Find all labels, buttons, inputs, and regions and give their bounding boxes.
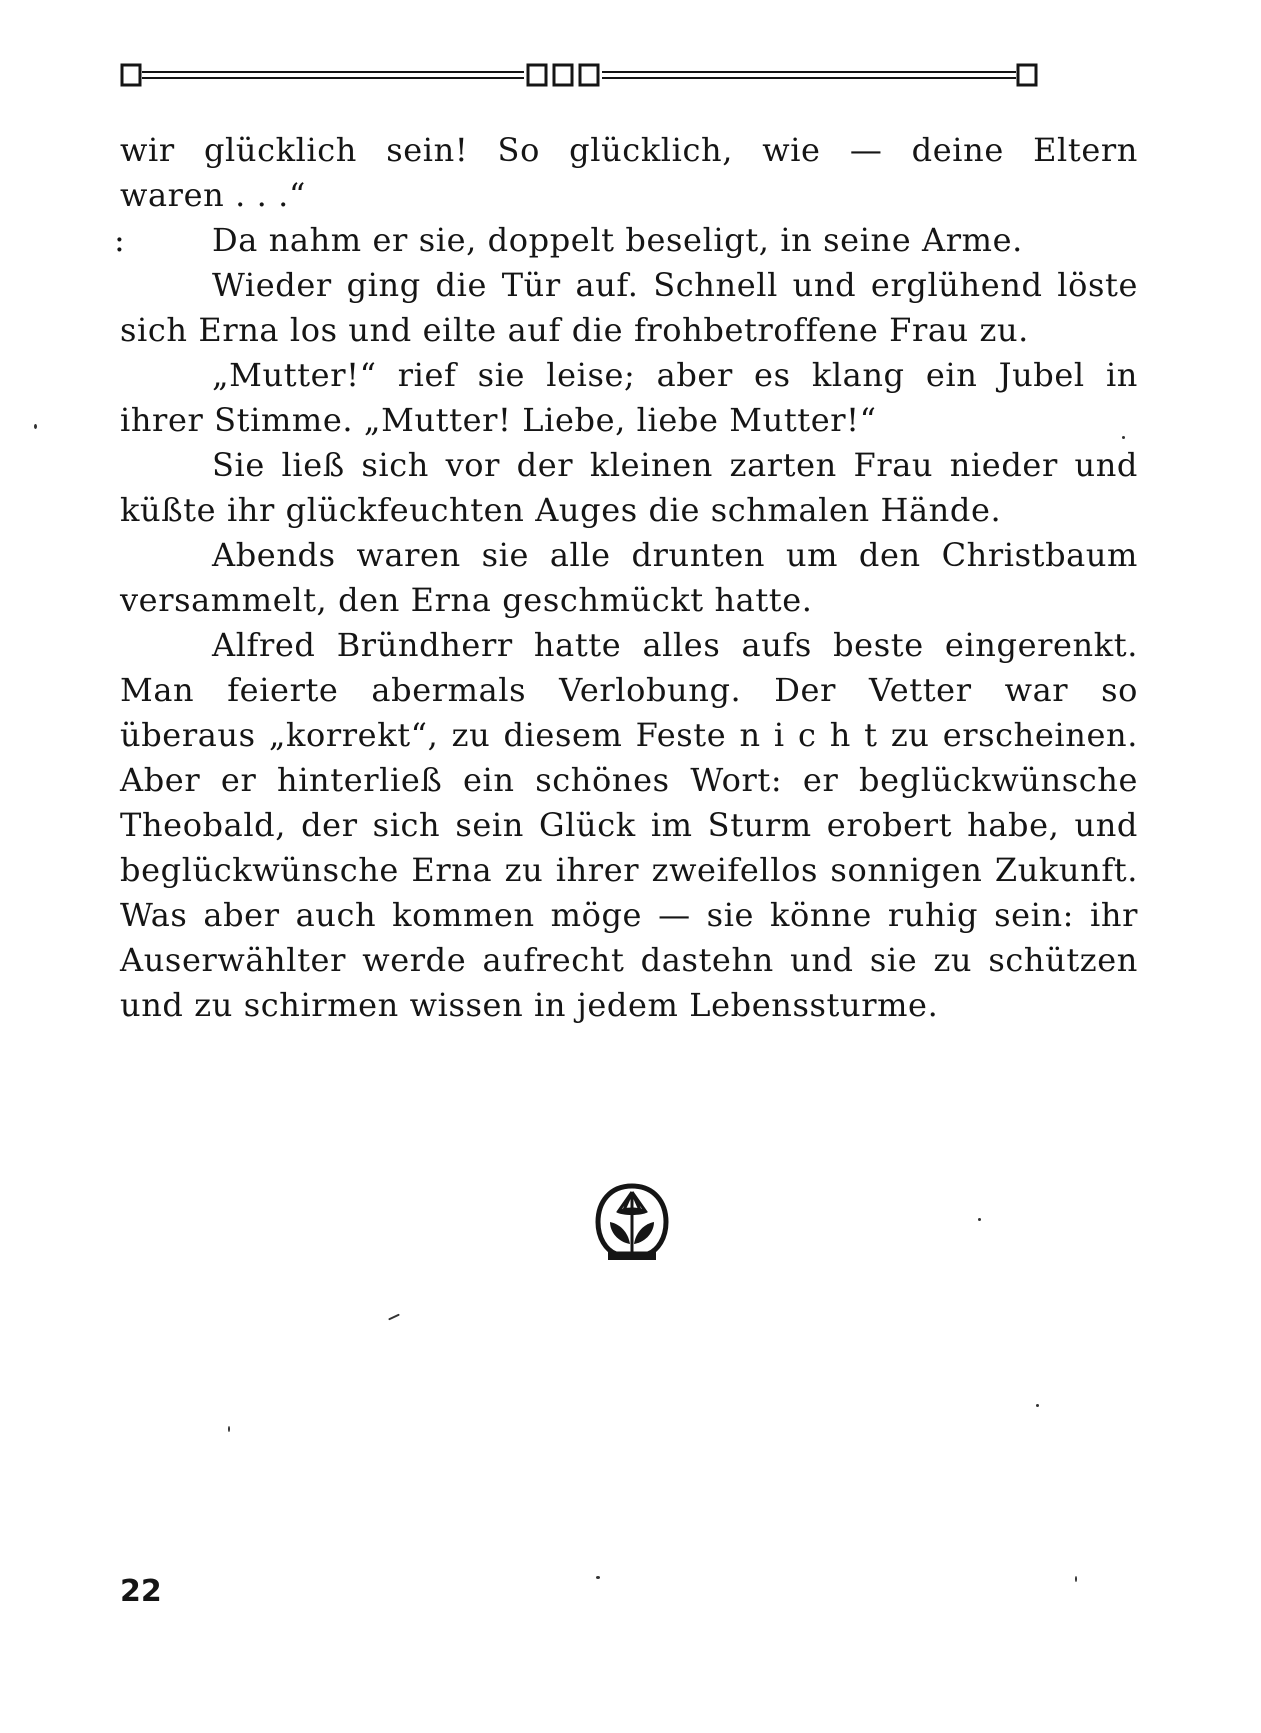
text-line: Man feierte abermals Verlobung. Der Vetter war so bbox=[120, 671, 1138, 709]
text-line: sich Erna los und eilte auf die frohbetroffene Frau zu. bbox=[120, 311, 1029, 349]
text-line: Was aber auch kommen möge — sie könne ruhig sein: ihr bbox=[120, 896, 1138, 934]
scan-speck bbox=[34, 424, 37, 429]
flower-vignette-icon bbox=[594, 1182, 670, 1262]
header-ornament-rule bbox=[120, 62, 1140, 90]
scan-speck bbox=[388, 1314, 400, 1321]
text-line: beglückwünsche Erna zu ihrer zweifellos sonnigen Zukunft. bbox=[120, 851, 1138, 889]
text-line: wir glücklich sein! So glücklich, wie — deine Eltern bbox=[120, 131, 1138, 169]
text-line: Alfred Bründherr hatte alles aufs beste eingerenkt. bbox=[212, 626, 1138, 664]
text-line: ihrer Stimme. „Mutter! Liebe, liebe Mutter!“ bbox=[120, 401, 877, 439]
page-number: 22 bbox=[120, 1574, 162, 1609]
scan-speck bbox=[228, 1426, 230, 1432]
scan-speck bbox=[1036, 1404, 1039, 1407]
text-line: waren . . .“ bbox=[120, 176, 306, 214]
text-line: überaus „korrekt“, zu diesem Feste n i c h t zu erscheinen. bbox=[120, 716, 1138, 754]
text-line: küßte ihr glückfeuchten Auges die schmalen Hände. bbox=[120, 491, 1002, 529]
scan-speck bbox=[978, 1218, 981, 1221]
text-line: und zu schirmen wissen in jedem Lebenssturme. bbox=[120, 986, 939, 1024]
text-line: Abends waren sie alle drunten um den Christbaum bbox=[212, 536, 1138, 574]
text-line-content: Da nahm er sie, doppelt beseligt, in seine Arme. bbox=[212, 221, 1023, 259]
text-line: versammelt, den Erna geschmückt hatte. bbox=[120, 581, 813, 619]
marginal-mark: : bbox=[114, 221, 126, 259]
text-line: Aber er hinterließ ein schönes Wort: er beglückwünsche bbox=[120, 761, 1138, 799]
text-line: Sie ließ sich vor der kleinen zarten Frau nieder und bbox=[212, 446, 1138, 484]
text-line: Theobald, der sich sein Glück im Sturm erobert habe, und bbox=[120, 806, 1138, 844]
body-text bbox=[114, 128, 1138, 1028]
scan-speck bbox=[1122, 436, 1125, 439]
scan-speck bbox=[1075, 1576, 1077, 1582]
text-line: Auserwählter werde aufrecht dastehn und sie zu schützen bbox=[120, 941, 1138, 979]
text-line: „Mutter!“ rief sie leise; aber es klang ein Jubel in bbox=[212, 356, 1138, 394]
text-line bbox=[114, 218, 1138, 263]
text-line: Wieder ging die Tür auf. Schnell und erglühend löste bbox=[212, 266, 1138, 304]
scan-speck bbox=[596, 1576, 600, 1579]
